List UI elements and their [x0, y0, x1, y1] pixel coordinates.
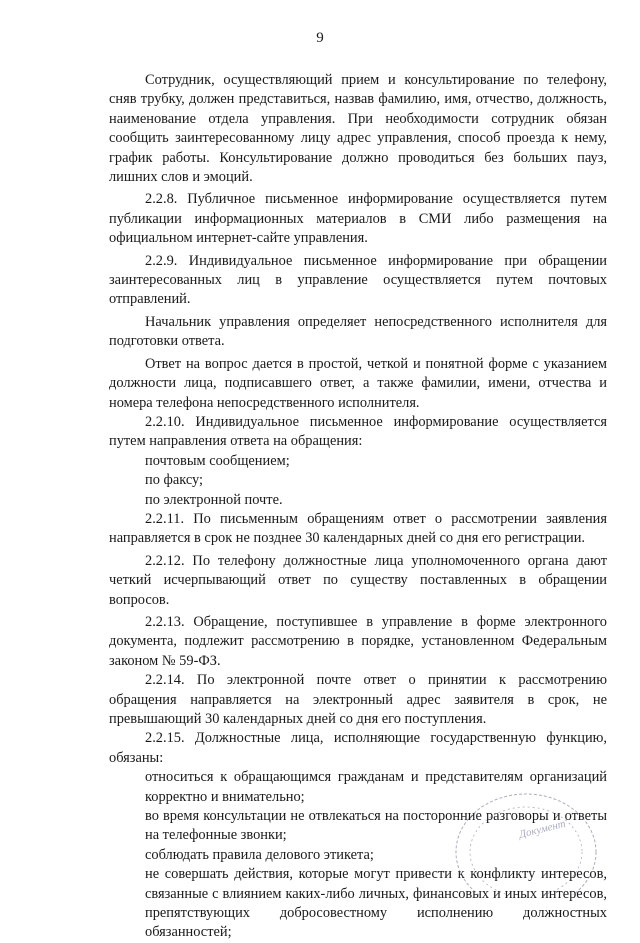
page-number: 9: [316, 30, 324, 46]
list-item-post: почтовым сообщением;: [145, 452, 290, 469]
svg-text:Документ: Документ: [517, 817, 567, 841]
list-item-politeness: относиться к обращающимся гражданам и представителям организаций корректно и внимательно;: [145, 769, 607, 805]
list-item-email: по электронной почте.: [145, 491, 283, 508]
list-item-fax: по факсу;: [145, 472, 204, 489]
paragraph-2-2-11: 2.2.11. По письменным обращениям ответ о рассмотрении заявления направляется в срок не позднее 30 календарных дней со дня его регистрации.: [109, 510, 607, 547]
paragraph-2-2-9: 2.2.9. Индивидуальное письменное информирование при обращении заинтересованных лиц в управление осуществляется путем почтовых отправлений.: [109, 252, 607, 308]
list-item-etiquette: соблюдать правила делового этикета;: [145, 846, 374, 863]
paragraph-2-2-10: 2.2.10. Индивидуальное письменное информирование осуществляется путем направления ответа на обращения:: [109, 413, 607, 450]
paragraph-2-2-12: 2.2.12. По телефону должностные лица уполномоченного органа дают четкий исчерпывающий ответ по существу поставленных в обращении вопросов.: [109, 552, 607, 608]
paragraph-2-2-15: 2.2.15. Должностные лица, исполняющие государственную функцию, обязаны:: [109, 730, 607, 766]
paragraph-answer-form: Ответ на вопрос дается в простой, четкой и понятной форме с указанием должности лица, подписавшего ответ, а также фамилии, имени, отчества и номера телефона непосредственного исполнителя.: [109, 355, 607, 411]
paragraph-head-assigns: Начальник управления определяет непосредственного исполнителя для подготовки ответа.: [109, 313, 607, 350]
paragraph-2-2-14: 2.2.14. По электронной почте ответ о принятии к рассмотрению обращения направляется на электронный адрес заявителя в срок, не превышающий 30 календарных дней со дня его поступления.: [109, 672, 607, 727]
paragraph-2-2-8: 2.2.8. Публичное письменное информирование осуществляется путем публикации информационных материалов в СМИ либо размещения на официальном интернет-сайте управления.: [109, 191, 607, 247]
list-item-no-distraction: во время консультации не отвлекаться на посторонние разговоры и ответы на телефонные звонки;: [145, 808, 607, 844]
paragraph-phone-consulting: Сотрудник, осуществляющий прием и консультирование по телефону, сняв трубку, должен представиться, назвав фамилию, имя, отчество, должность, наименование отдела управления. При необходимости сотрудник обязан сообщить заинтересованному лицу адрес управления, способ проезда к нему, график работы. Консультирование должно проводиться без больших пауз, лишних слов и эмоций.: [109, 72, 607, 186]
list-item-conflict-of-interest: не совершать действия, которые могут привести к конфликту интересов, связанные с влиянием каких-либо личных, финансовых и иных интересов, препятствующих добросовестному исполнению должностных обязанностей;: [145, 866, 607, 941]
paragraph-2-2-13: 2.2.13. Обращение, поступившее в управление в форме электронного документа, подлежит рассмотрению в порядке, установленном Федеральным законом № 59-ФЗ.: [109, 613, 607, 669]
stamp-seal: [448, 790, 598, 895]
